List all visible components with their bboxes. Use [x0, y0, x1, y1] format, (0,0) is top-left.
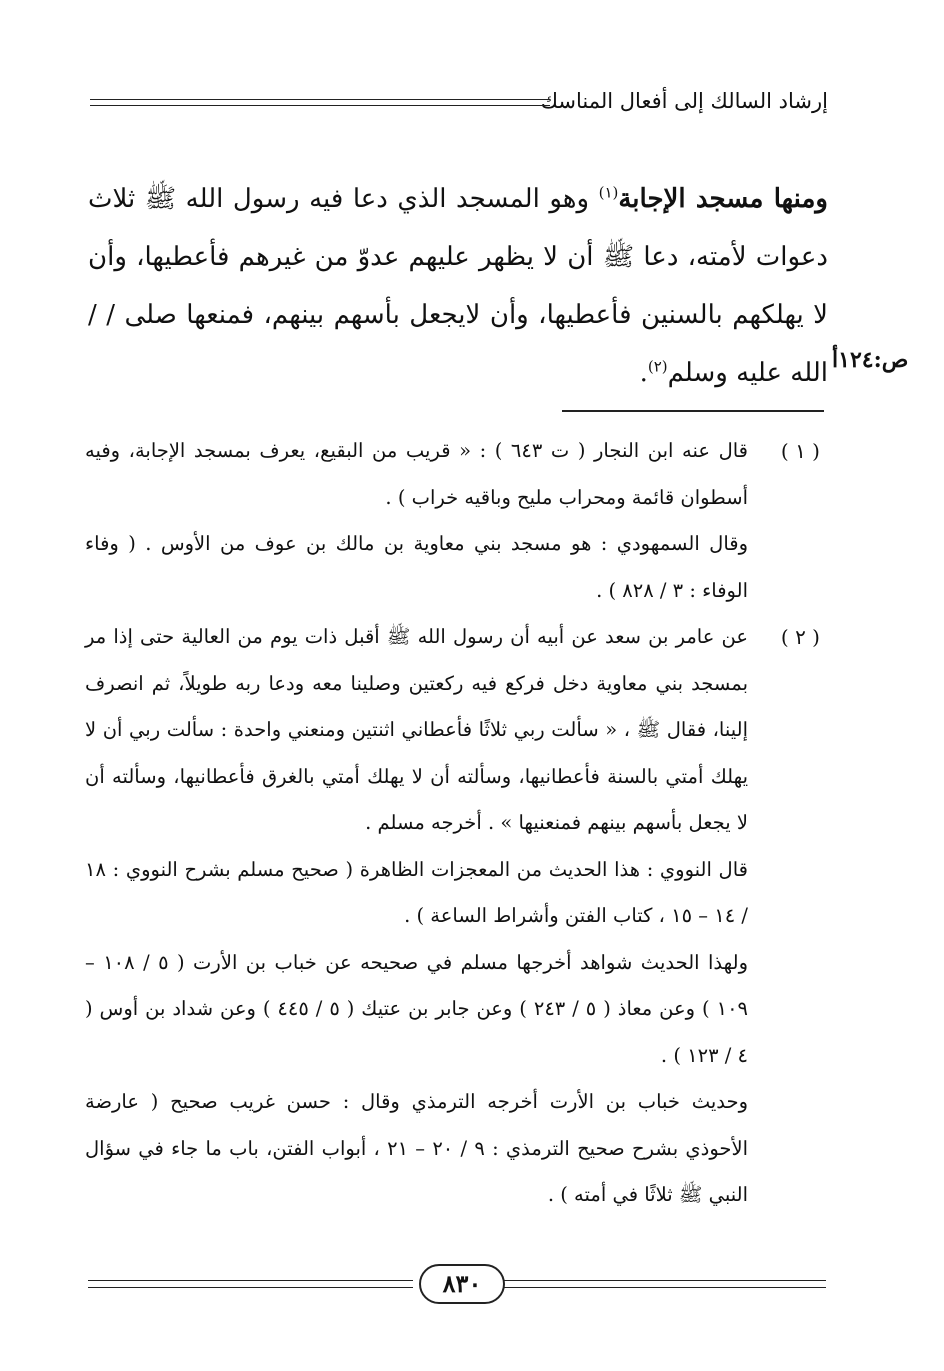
- footnote-ref-2[interactable]: (٢): [647, 357, 668, 376]
- footnote-paragraph: وحديث خباب بن الأرت أخرجه الترمذي وقال : حسن غريب صحيح ( عارضة الأحوذي بشرح صحيح الترمذي : ٩ / ٢٠ – ٢١ ، أبواب الفتن، باب ما جاء في سؤال النبي ﷺ ثلاثًا في أمته ) .: [85, 1090, 748, 1206]
- running-header: [90, 86, 828, 116]
- page-number: ٨٣٠: [419, 1264, 505, 1304]
- footnote-paragraph: عن عامر بن سعد عن أبيه أن رسول الله ﷺ أقبل ذات يوم من العالية حتى إذا مر بمسجد بني معاوية دخل فركع فيه ركعتين وصلينا معه ودعا ربه طويلاً، ثم انصرف إلينا، فقال ﷺ ، « سألت ربي ثلاثًا فأعطاني اثنتين ومنعني واحدة : سألت ربي أن لا يهلك أمتي بالسنة فأعطانيها، وسألته أن لا يهلك أمتي بالغرق فأعطانيها، وسألته أن لا يجعل بأسهم بينهم فمنعنيها » . أخرجه مسلم .: [85, 625, 748, 834]
- footnote-paragraph: قال عنه ابن النجار ( ت ٦٤٣ ) : « قريب من البقيع، يعرف بمسجد الإجابة، وفيه أسطوان قائمة ومحراب مليح وباقيه خراب ) .: [85, 439, 748, 509]
- footer-rule-right: [503, 1280, 826, 1288]
- footnote-paragraph: وقال السمهودي : هو مسجد بني معاوية بن مالك بن عوف من الأوس . ( وفاء الوفاء : ٣ / ٨٢٨ ) .: [85, 532, 748, 602]
- footnote-paragraph: قال النووي : هذا الحديث من المعجزات الظاهرة ( صحيح مسلم بشرح النووي : ١٨ / ١٤ – ١٥ ، كتاب الفتن وأشراط الساعة ) .: [85, 857, 748, 927]
- page-number-footer: [88, 1262, 826, 1308]
- footnote-2: [85, 614, 820, 1219]
- footer-rule-left: [88, 1280, 413, 1288]
- footnote-number: ( ٢ ): [780, 625, 820, 649]
- footnotes: [85, 428, 820, 1219]
- footnote-1: [85, 428, 820, 614]
- manuscript-margin-ref: ص:١٢٤أ: [832, 347, 909, 373]
- header-title: إرشاد السالك إلى أفعال المناسك: [540, 89, 828, 113]
- main-text-a: وهو المسجد الذي دعا فيه رسول الله ﷺ ثلاث دعوات لأمته، دعا ﷺ أن لا يظهر عليهم عدوّ من غيرهم فأعطيها، وأن لا يهلكهم بالسنين فأعطيها، وأن لايجعل بأسهم بينهم، فمنعها صلى: [88, 184, 828, 330]
- main-bold-lead: ومنها مسجد الإجابة: [618, 184, 828, 214]
- main-text-end: .: [639, 358, 648, 388]
- footnote-number: ( ١ ): [780, 439, 820, 463]
- footnote-paragraph: ولهذا الحديث شواهد أخرجها مسلم في صحيحه عن خباب بن الأرت ( ٥ / ١٠٨ – ١٠٩ ) وعن معاذ ( ٥ / ٢٤٣ ) وعن جابر بن عتيك ( ٥ / ٤٤٥ ) وعن شداد بن أوس ( ٤ / ١٢٣ ) .: [85, 950, 749, 1067]
- header-rule: [90, 99, 550, 106]
- footnote-separator: [562, 410, 824, 412]
- footnote-ref-1[interactable]: (١): [598, 183, 619, 202]
- main-text: [88, 170, 828, 402]
- main-paragraph: [88, 170, 828, 402]
- main-text-b: / / الله عليه وسلم: [88, 300, 828, 388]
